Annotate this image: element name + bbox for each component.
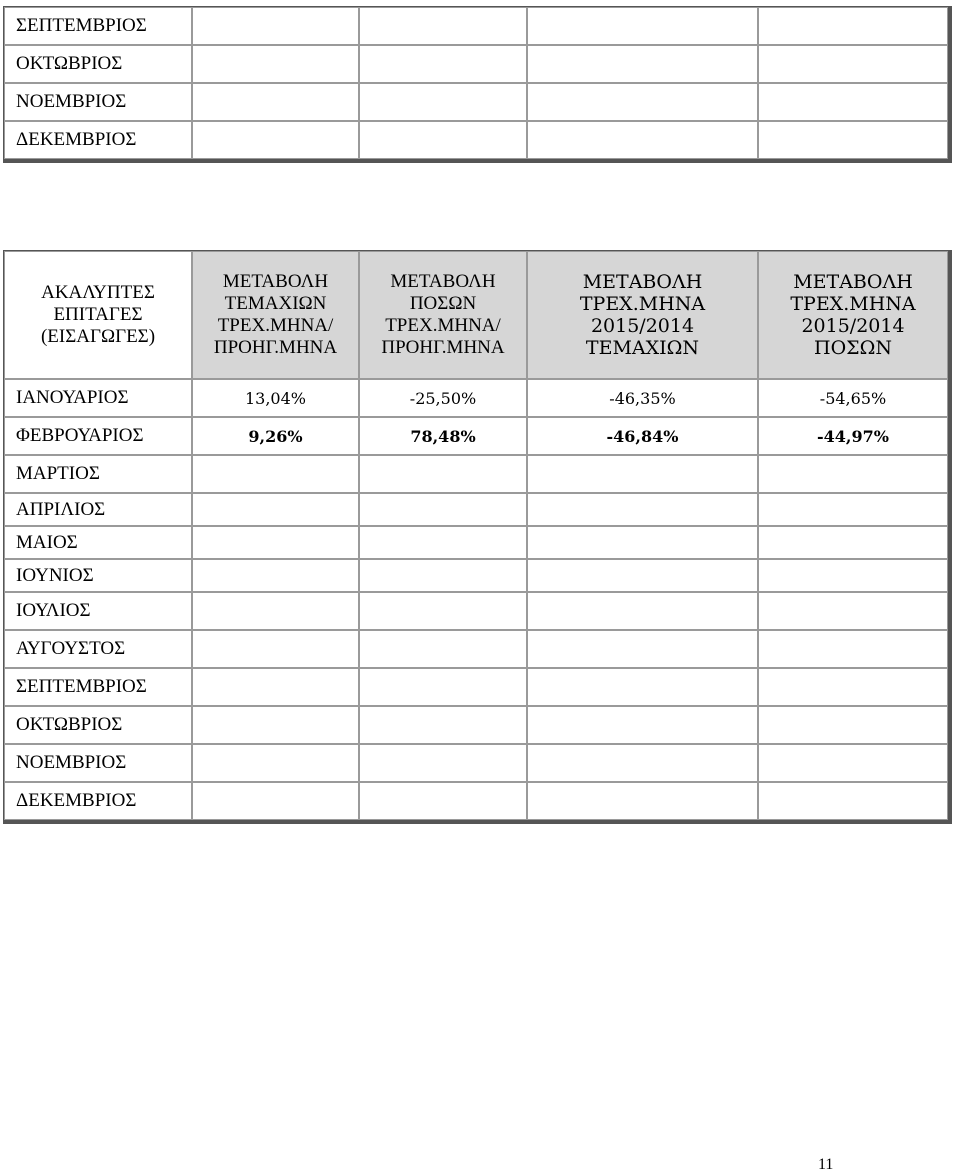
value-cell xyxy=(359,592,527,630)
empty-cell xyxy=(758,121,948,159)
value-cell: -46,35% xyxy=(527,379,758,417)
header-line: ΑΚΑΛΥΠΤΕΣ xyxy=(41,282,155,303)
value-cell xyxy=(359,744,527,782)
value-cell xyxy=(758,455,948,493)
value-cell xyxy=(192,782,359,820)
table-row xyxy=(4,706,948,744)
month-label: ΝΟΕΜΒΡΙΟΣ xyxy=(4,83,192,121)
month-label: ΜΑΡΤΙΟΣ xyxy=(4,455,192,493)
month-label: ΙΟΥΝΙΟΣ xyxy=(4,559,192,592)
header-line: 2015/2014 xyxy=(801,315,905,337)
header-row xyxy=(4,251,948,379)
value-cell xyxy=(758,668,948,706)
empty-cell xyxy=(527,45,758,83)
month-label: ΙΑΝΟΥΑΡΙΟΣ xyxy=(4,379,192,417)
value-cell xyxy=(758,526,948,559)
header-line: ΕΠΙΤΑΓΕΣ xyxy=(53,304,143,325)
header-line: ΠΡΟΗΓ.ΜΗΝΑ xyxy=(213,337,338,358)
table-row xyxy=(4,526,948,559)
table-row xyxy=(4,630,948,668)
value-cell xyxy=(758,559,948,592)
empty-cell xyxy=(527,83,758,121)
header-line: 2015/2014 xyxy=(590,315,695,337)
page-number: 11 xyxy=(818,1156,834,1173)
header-line: ΤΕΜΑΧΙΩΝ xyxy=(224,293,327,314)
value-cell xyxy=(359,668,527,706)
empty-cell xyxy=(192,45,359,83)
value-cell xyxy=(527,592,758,630)
empty-cell xyxy=(359,7,527,45)
value-cell xyxy=(527,559,758,592)
empty-cell xyxy=(359,83,527,121)
value-cell xyxy=(192,630,359,668)
table-row xyxy=(4,83,948,121)
value-cell xyxy=(192,559,359,592)
table-row xyxy=(4,121,948,159)
value-cell xyxy=(192,592,359,630)
header-line: ΤΡΕΧ.ΜΗΝΑ xyxy=(790,293,916,315)
month-label: ΣΕΠΤΕΜΒΡΙΟΣ xyxy=(4,668,192,706)
value-cell xyxy=(192,526,359,559)
empty-cell xyxy=(527,121,758,159)
header-line: ΜΕΤΑΒΟΛΗ xyxy=(582,271,703,293)
value-cell xyxy=(192,455,359,493)
table-row xyxy=(4,592,948,630)
header-cell-amount-change-yoy xyxy=(758,251,948,379)
empty-cell xyxy=(192,121,359,159)
table-row xyxy=(4,379,948,417)
value-cell xyxy=(359,782,527,820)
value-cell xyxy=(758,782,948,820)
empty-cell xyxy=(758,7,948,45)
value-cell xyxy=(758,493,948,526)
value-cell xyxy=(359,559,527,592)
header-line: ΠΡΟΗΓ.ΜΗΝΑ xyxy=(381,337,505,358)
month-label: ΔΕΚΕΜΒΡΙΟΣ xyxy=(4,782,192,820)
month-label: ΙΟΥΛΙΟΣ xyxy=(4,592,192,630)
value-cell: 78,48% xyxy=(359,417,527,455)
empty-cell xyxy=(192,83,359,121)
value-cell: -44,97% xyxy=(758,417,948,455)
value-cell xyxy=(527,782,758,820)
value-cell xyxy=(359,630,527,668)
header-line: ΠΟΣΩΝ xyxy=(814,337,892,359)
table-row xyxy=(4,493,948,526)
value-cell: -46,84% xyxy=(527,417,758,455)
empty-cell xyxy=(359,45,527,83)
month-label: ΝΟΕΜΒΡΙΟΣ xyxy=(4,744,192,782)
month-label: ΔΕΚΕΜΒΡΙΟΣ xyxy=(4,121,192,159)
header-cell-units-change-mom xyxy=(192,251,359,379)
header-line: (ΕΙΣΑΓΩΓΕΣ) xyxy=(40,326,156,347)
header-line: ΤΡΕΧ.ΜΗΝΑ/ xyxy=(385,315,501,336)
value-cell xyxy=(758,744,948,782)
value-cell xyxy=(359,526,527,559)
empty-cell xyxy=(359,121,527,159)
table-row xyxy=(4,455,948,493)
header-line: ΤΡΕΧ.ΜΗΝΑ/ xyxy=(217,315,334,336)
month-label: ΦΕΒΡΟΥΑΡΙΟΣ xyxy=(4,417,192,455)
month-label: ΟΚΤΩΒΡΙΟΣ xyxy=(4,706,192,744)
header-line: ΜΕΤΑΒΟΛΗ xyxy=(222,271,329,292)
table-row xyxy=(4,417,948,455)
value-cell xyxy=(527,744,758,782)
table-row xyxy=(4,45,948,83)
month-label: ΣΕΠΤΕΜΒΡΙΟΣ xyxy=(4,7,192,45)
value-cell xyxy=(359,493,527,526)
empty-cell xyxy=(527,7,758,45)
table-row xyxy=(4,559,948,592)
table-row xyxy=(4,782,948,820)
top-continuation-table xyxy=(3,6,952,163)
header-cell-units-change-yoy xyxy=(527,251,758,379)
empty-cell xyxy=(758,83,948,121)
month-label: ΑΥΓΟΥΣΤΟΣ xyxy=(4,630,192,668)
value-cell xyxy=(758,630,948,668)
empty-cell xyxy=(192,7,359,45)
header-line: ΤΡΕΧ.ΜΗΝΑ xyxy=(579,293,706,315)
value-cell xyxy=(527,706,758,744)
header-line: ΜΕΤΑΒΟΛΗ xyxy=(793,271,913,293)
header-line: ΤΕΜΑΧΙΩΝ xyxy=(585,337,700,359)
month-label: ΟΚΤΩΒΡΙΟΣ xyxy=(4,45,192,83)
value-cell: 13,04% xyxy=(192,379,359,417)
header-line: ΜΕΤΑΒΟΛΗ xyxy=(390,271,496,292)
value-cell: -54,65% xyxy=(758,379,948,417)
table-row xyxy=(4,668,948,706)
value-cell xyxy=(527,455,758,493)
table-row xyxy=(4,744,948,782)
value-cell xyxy=(527,526,758,559)
value-cell xyxy=(192,744,359,782)
value-cell: 9,26% xyxy=(192,417,359,455)
table-row xyxy=(4,7,948,45)
empty-cell xyxy=(758,45,948,83)
value-cell xyxy=(192,668,359,706)
value-cell xyxy=(527,493,758,526)
value-cell xyxy=(359,706,527,744)
value-cell xyxy=(758,592,948,630)
header-cell-amount-change-mom xyxy=(359,251,527,379)
value-cell xyxy=(527,668,758,706)
month-label: ΑΠΡΙΛΙΟΣ xyxy=(4,493,192,526)
header-cell-category xyxy=(4,251,192,379)
uncovered-cheques-imports-table xyxy=(3,250,952,824)
value-cell xyxy=(758,706,948,744)
header-line: ΠΟΣΩΝ xyxy=(409,293,477,314)
value-cell xyxy=(359,455,527,493)
value-cell xyxy=(192,706,359,744)
value-cell xyxy=(527,630,758,668)
month-label: ΜΑΙΟΣ xyxy=(4,526,192,559)
value-cell xyxy=(192,493,359,526)
value-cell: -25,50% xyxy=(359,379,527,417)
